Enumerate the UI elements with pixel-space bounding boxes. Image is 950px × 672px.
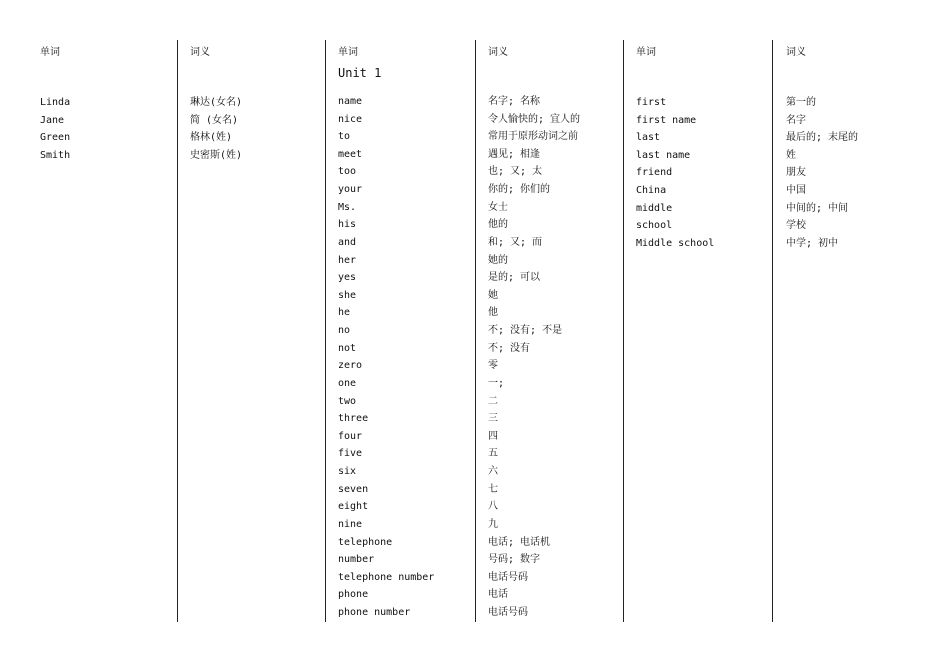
vocab-meaning: 电话号码 xyxy=(488,606,528,618)
vocab-meaning: 女士 xyxy=(488,201,508,213)
vocab-meaning: 名字 xyxy=(786,114,806,126)
vocab-meaning: 七 xyxy=(488,483,498,495)
vocab-meaning: 他的 xyxy=(488,219,508,231)
vocab-meaning: 也; 又; 太 xyxy=(488,166,543,178)
vocab-meaning: 姓 xyxy=(786,149,796,161)
vocab-word: middle xyxy=(636,202,673,214)
vocab-word: and xyxy=(338,236,357,248)
vocab-word: he xyxy=(338,307,351,319)
header-word: 单词 xyxy=(338,47,358,58)
vocab-word: not xyxy=(338,342,357,354)
vocab-meaning: 号码; 数字 xyxy=(488,554,541,566)
vocab-meaning: 零 xyxy=(488,360,498,372)
vocab-word: first name xyxy=(636,114,697,126)
vocab-word: last name xyxy=(636,149,691,161)
column-divider xyxy=(177,40,178,622)
vocab-word: your xyxy=(338,184,363,196)
column-divider xyxy=(623,40,624,622)
column-divider xyxy=(772,40,773,622)
vocab-meaning: 电话; 电话机 xyxy=(488,536,551,548)
vocab-word: one xyxy=(338,377,357,389)
vocab-meaning: 朋友 xyxy=(786,167,806,179)
vocab-word: Smith xyxy=(40,149,71,161)
vocab-word: two xyxy=(338,395,357,407)
vocab-meaning: 中间的; 中间 xyxy=(786,202,849,214)
column-divider xyxy=(475,40,476,622)
vocab-word: eight xyxy=(338,501,369,513)
vocab-meaning: 琳达(女名) xyxy=(190,97,243,108)
vocab-word: China xyxy=(636,185,667,196)
header-meaning: 词义 xyxy=(190,47,210,58)
vocab-meaning: 名字; 名称 xyxy=(488,96,541,107)
header-word: 单词 xyxy=(40,47,60,58)
vocab-meaning: 八 xyxy=(488,501,498,513)
vocab-meaning: 简 (女名) xyxy=(190,114,239,126)
vocab-meaning: 令人愉快的; 宜人的 xyxy=(488,113,581,125)
vocab-word: telephone xyxy=(338,536,393,548)
vocab-word: nice xyxy=(338,113,363,125)
vocab-word: no xyxy=(338,325,351,337)
header-meaning: 词义 xyxy=(786,47,806,58)
vocab-meaning: 最后的; 末尾的 xyxy=(786,132,859,144)
vocab-word: Middle school xyxy=(636,237,715,249)
vocab-word: last xyxy=(636,132,661,144)
vocab-meaning: 电话 xyxy=(488,589,508,601)
vocab-meaning: 二 xyxy=(488,395,498,407)
vocab-word: zero xyxy=(338,360,363,372)
vocab-word: too xyxy=(338,166,357,178)
vocab-meaning: 四 xyxy=(488,430,498,442)
vocab-word: phone number xyxy=(338,606,411,618)
vocab-meaning: 格林(姓) xyxy=(190,132,233,144)
vocab-word: first xyxy=(636,97,667,108)
vocab-word: three xyxy=(338,413,369,425)
vocab-meaning: 你的; 你们的 xyxy=(488,184,551,196)
vocab-meaning: 史密斯(姓) xyxy=(190,149,243,161)
vocab-meaning: 她 xyxy=(488,289,498,301)
vocab-word: his xyxy=(338,219,357,231)
vocab-word: Jane xyxy=(40,114,65,126)
vocab-meaning: 五 xyxy=(488,448,498,460)
vocab-word: Green xyxy=(40,132,71,144)
vocab-meaning: 一; xyxy=(488,377,505,389)
vocab-word: seven xyxy=(338,483,369,495)
vocab-word: yes xyxy=(338,272,357,284)
vocab-meaning: 九 xyxy=(488,518,498,530)
header-word: 单词 xyxy=(636,47,656,58)
vocab-word: telephone number xyxy=(338,571,435,583)
vocab-meaning: 第一的 xyxy=(786,97,816,108)
vocab-meaning: 是的; 可以 xyxy=(488,272,541,284)
vocab-meaning: 学校 xyxy=(786,220,806,232)
vocab-word: nine xyxy=(338,518,363,530)
unit-label: Unit 1 xyxy=(338,66,382,80)
vocab-meaning: 常用于原形动词之前 xyxy=(488,131,578,143)
column-divider xyxy=(325,40,326,622)
vocab-meaning: 电话号码 xyxy=(488,571,528,583)
vocab-word: five xyxy=(338,448,363,460)
vocab-meaning: 三 xyxy=(488,413,498,425)
vocab-word: her xyxy=(338,254,357,266)
vocab-word: meet xyxy=(338,148,363,160)
header-meaning: 词义 xyxy=(488,47,508,58)
vocab-word: Linda xyxy=(40,97,71,108)
vocab-meaning: 和; 又; 而 xyxy=(488,236,543,248)
vocab-word: four xyxy=(338,430,363,442)
vocab-meaning: 六 xyxy=(488,466,498,478)
vocab-meaning: 遇见; 相逢 xyxy=(488,148,541,160)
vocab-word: to xyxy=(338,131,351,143)
vocab-word: Ms. xyxy=(338,201,357,213)
vocab-word: six xyxy=(338,466,357,478)
vocab-word: phone xyxy=(338,589,369,601)
vocab-meaning: 不; 没有 xyxy=(488,342,531,354)
vocab-word: school xyxy=(636,220,673,232)
vocab-word: she xyxy=(338,289,357,301)
vocab-meaning: 中国 xyxy=(786,185,806,196)
vocab-meaning: 她的 xyxy=(488,254,508,266)
vocab-meaning: 不; 没有; 不是 xyxy=(488,325,563,337)
vocab-meaning: 他 xyxy=(488,307,498,319)
vocab-word: name xyxy=(338,96,363,107)
vocab-meaning: 中学; 初中 xyxy=(786,237,839,249)
vocab-word: friend xyxy=(636,167,673,179)
vocab-word: number xyxy=(338,554,375,566)
